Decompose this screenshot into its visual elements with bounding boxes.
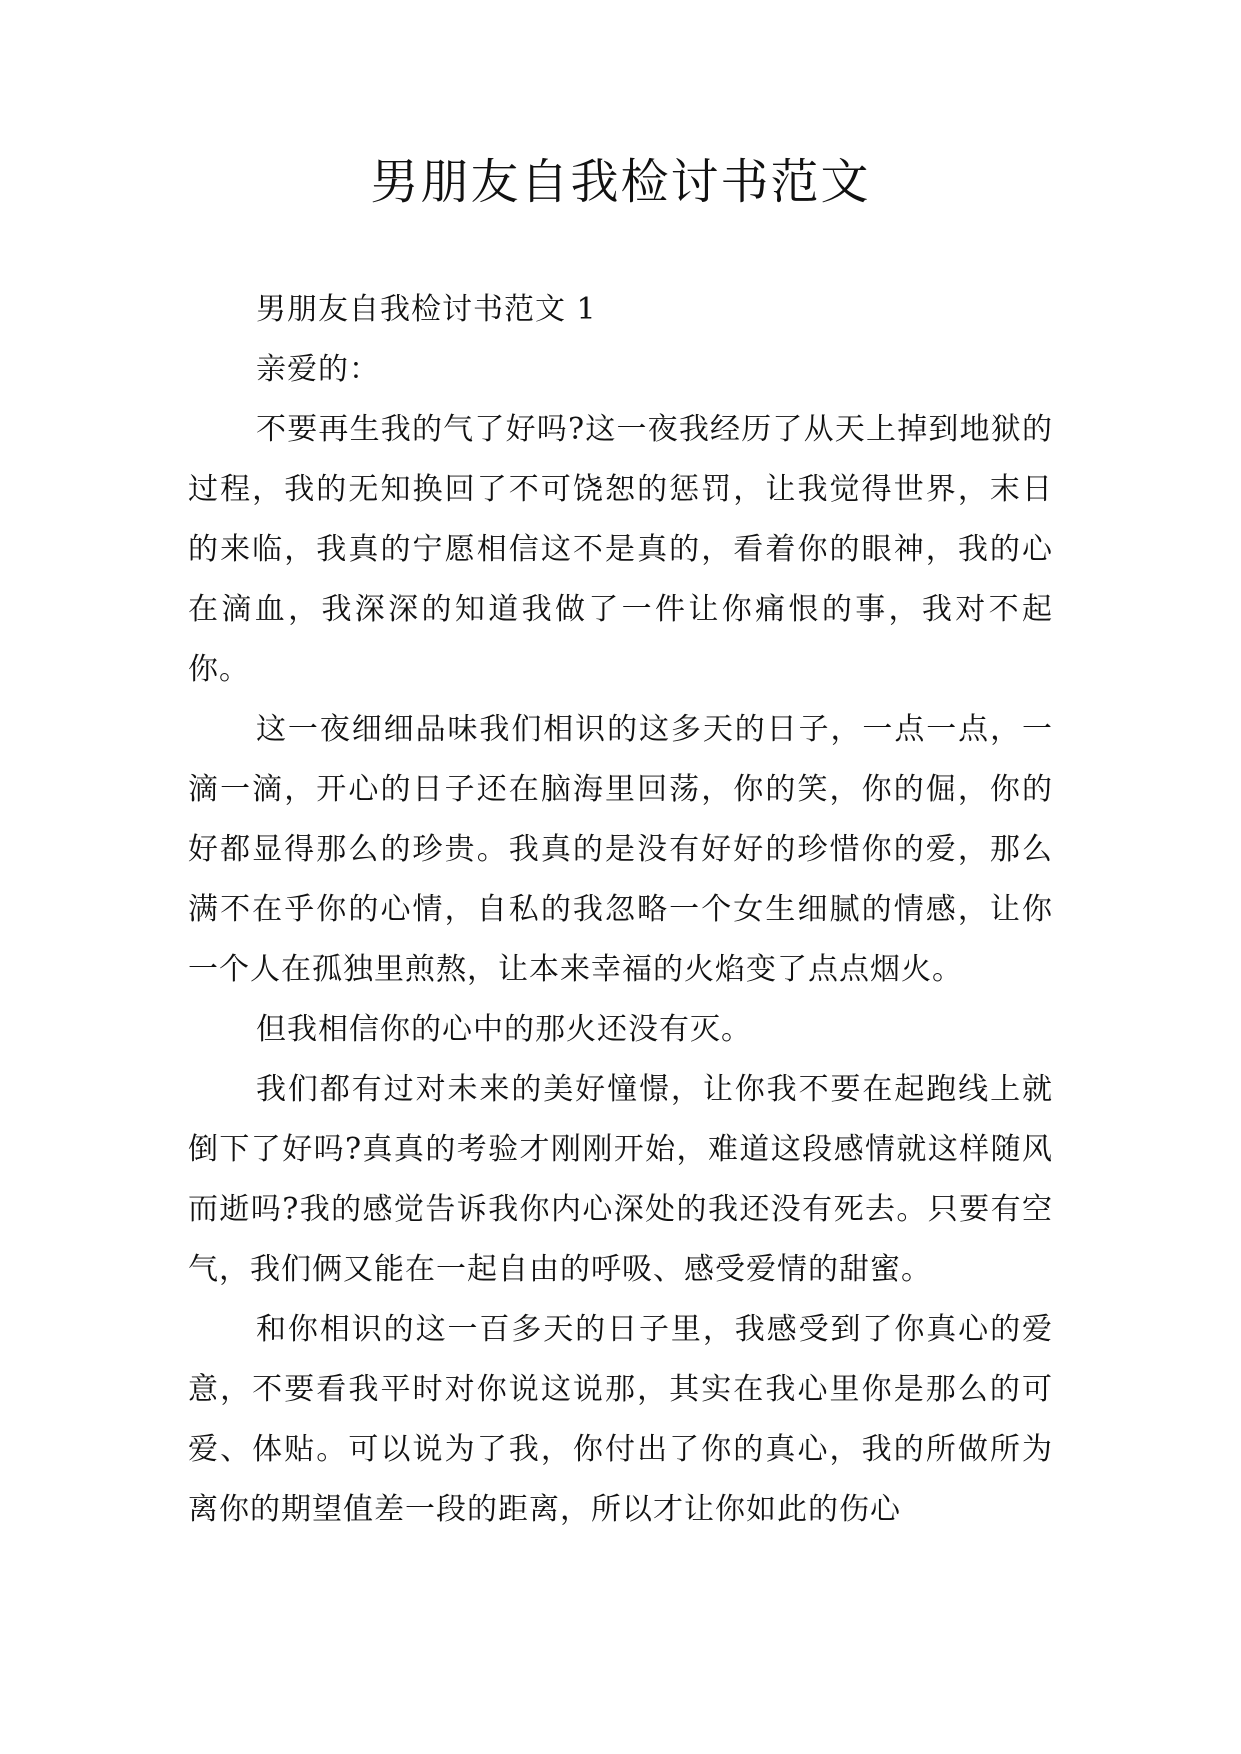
paragraph-5: 和你相识的这一百多天的日子里，我感受到了你真心的爱意，不要看我平时对你说这说那，其实在我心里你是那么的可爱、体贴。可以说为了我，你付出了你的真心，我的所做所为离你的期望值差一段的距离，所以才让你如此的伤心	[188, 1312, 1053, 1527]
document-title: 男朋友自我检讨书范文	[370, 154, 871, 210]
paragraph-1: 不要再生我的气了好吗?这一夜我经历了从天上掉到地狱的过程，我的无知换回了不可饶恕的惩罚，让我觉得世界，末日的来临，我真的宁愿相信这不是真的，看着你的眼神，我的心在滴血，我深深的知道我做了一件让你痛恨的事，我对不起你。	[188, 412, 1053, 687]
subtitle: 男朋友自我检讨书范文 1	[256, 292, 597, 327]
salutation: 亲爱的：	[256, 352, 380, 387]
paragraph-3: 但我相信你的心中的那火还没有灭。	[256, 1012, 752, 1047]
document-body	[188, 280, 1053, 1540]
paragraph-4: 我们都有过对未来的美好憧憬，让你我不要在起跑线上就倒下了好吗?真真的考验才刚刚开始，难道这段感情就这样随风而逝吗?我的感觉告诉我你内心深处的我还没有死去。只要有空气，我们俩又能在一起自由的呼吸、感受爱情的甜蜜。	[188, 1072, 1053, 1287]
paragraph-2: 这一夜细细品味我们相识的这多天的日子，一点一点，一滴一滴，开心的日子还在脑海里回荡，你的笑，你的倔，你的好都显得那么的珍贵。我真的是没有好好的珍惜你的爱，那么满不在乎你的心情，自私的我忽略一个女生细腻的情感，让你一个人在孤独里煎熬，让本来幸福的火焰变了点点烟火。	[188, 712, 1053, 987]
